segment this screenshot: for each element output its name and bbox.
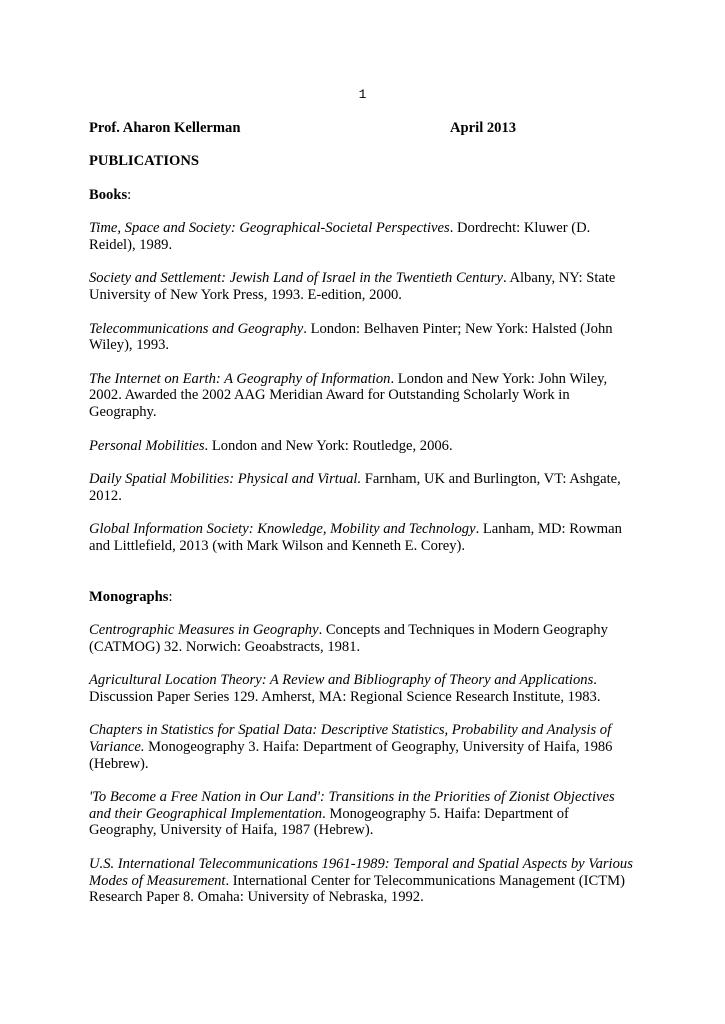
monograph-entry	[89, 672, 637, 705]
book-entry	[89, 438, 637, 455]
book-title: Society and Settlement: Jewish Land of Israel in the Twentieth Century	[89, 270, 503, 287]
book-title: Personal Mobilities	[89, 437, 205, 454]
section-heading-books	[89, 187, 637, 204]
book-title: Daily Spatial Mobilities: Physical and Virtual.	[89, 471, 362, 488]
monograph-details: . Discussion Paper Series 129. Amherst, MA: Regional Science Research Institute, 1983.	[89, 672, 601, 705]
monograph-title: Chapters in Statistics for Spatial Data: Descriptive Statistics, Probability and Analysis of Variance.	[89, 722, 612, 756]
book-title: The Internet on Earth: A Geography of Information	[89, 370, 391, 387]
monograph-details: . Concepts and Techniques in Modern Geography (CATMOG) 32. Norwich: Geoabstracts, 1981.	[89, 622, 608, 655]
monograph-title: 'To Become a Free Nation in Our Land': Transitions in the Priorities of Zionist Objectives and their Geographical Implementation	[89, 789, 615, 822]
monograph-entry	[89, 856, 637, 906]
book-details: . Dordrecht: Kluwer (D. Reidel), 1989.	[89, 220, 591, 253]
book-details: . London: Belhaven Pinter; New York: Halsted (John Wiley), 1993.	[89, 320, 613, 354]
book-title: Telecommunications and Geography	[89, 320, 304, 337]
book-entry	[89, 321, 637, 354]
monograph-details: . Monogeography 5. Haifa: Department of Geography, University of Haifa, 1987 (Hebrew).	[89, 805, 569, 839]
monograph-entry	[89, 789, 637, 839]
monograph-details: . International Center for Telecommunications Management (ICTM) Research Paper 8. Omaha: University of Nebraska, 1992.	[89, 872, 625, 906]
section-spacer	[89, 572, 637, 589]
book-entry	[89, 270, 637, 303]
monograph-entry	[89, 722, 637, 772]
book-details: . London and New York: Routledge, 2006.	[204, 437, 453, 454]
book-title: Global Information Society: Knowledge, Mobility and Technology	[89, 521, 476, 538]
author-name: Prof. Aharon Kellerman	[89, 120, 241, 136]
book-details: . Lanham, MD: Rowman and Littlefield, 2013 (with Mark Wilson and Kenneth E. Corey).	[89, 521, 622, 554]
document-body	[89, 153, 637, 923]
monograph-entry	[89, 622, 637, 655]
monographs-heading-label: Monographs	[89, 588, 169, 605]
monograph-title: Agricultural Location Theory: A Review and Bibliography of Theory and Applications	[89, 672, 594, 689]
book-details: . London and New York: John Wiley, 2002. Awarded the 2002 AAG Meridian Award for Outstanding Scholarly Work in Geography.	[89, 370, 608, 420]
monographs-heading-colon: :	[168, 588, 173, 605]
book-entry	[89, 220, 637, 253]
book-entry	[89, 471, 637, 504]
book-details: Farnham, UK and Burlington, VT: Ashgate, 2012.	[89, 471, 621, 504]
book-details: . Albany, NY: State University of New York Press, 1993. E-edition, 2000.	[89, 270, 616, 303]
page-number: 1	[358, 87, 367, 102]
document-date: April 2013	[450, 120, 517, 136]
monograph-details: Monogeography 3. Haifa: Department of Geography, University of Haifa, 1986 (Hebrew).	[89, 739, 613, 772]
document-title: PUBLICATIONS	[89, 153, 200, 169]
book-entry	[89, 371, 637, 421]
book-title: Time, Space and Society: Geographical-Societal Perspectives	[89, 220, 450, 237]
monograph-title: U.S. International Telecommunications 1961-1989: Temporal and Spatial Aspects by Various Modes of Measurement	[89, 856, 633, 889]
books-heading-colon: :	[127, 186, 132, 203]
monograph-title: Centrographic Measures in Geography	[89, 622, 319, 639]
books-heading-label: Books	[89, 186, 128, 203]
book-entry	[89, 521, 637, 554]
section-heading-monographs	[89, 589, 637, 606]
